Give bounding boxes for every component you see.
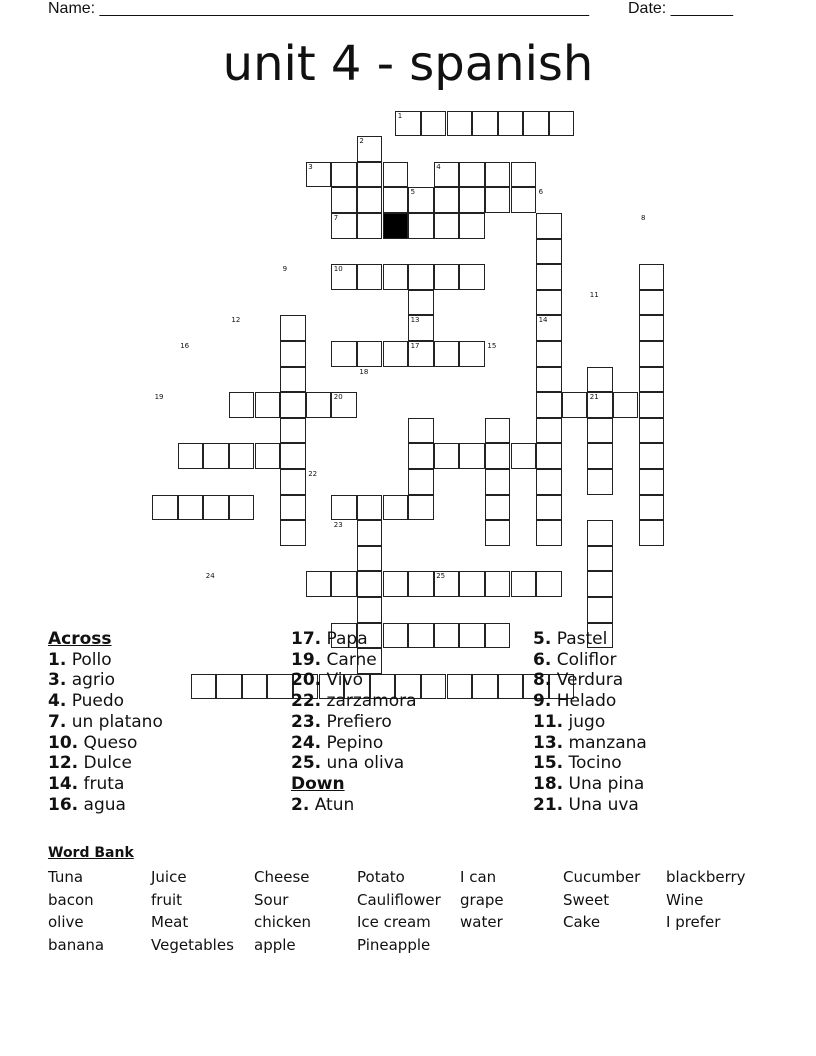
grid-cell[interactable] bbox=[639, 418, 665, 444]
clue-number-label: 4. bbox=[48, 691, 67, 712]
clue-number-label: 8. bbox=[533, 670, 552, 691]
clue-text: Queso bbox=[78, 732, 138, 753]
grid-cell[interactable] bbox=[639, 392, 665, 418]
clue-text: una oliva bbox=[321, 753, 405, 774]
clue-text: Verdura bbox=[551, 670, 624, 691]
clue-number: 21 bbox=[589, 393, 599, 402]
grid-cell[interactable] bbox=[523, 111, 549, 137]
clues-column-1 bbox=[48, 629, 163, 815]
clue-number-label: 21. bbox=[533, 794, 564, 815]
grid-cell[interactable] bbox=[434, 443, 460, 469]
clue-item bbox=[291, 691, 417, 712]
word-bank-title: Word Bank bbox=[48, 845, 134, 861]
grid-cell[interactable] bbox=[587, 571, 613, 597]
clue-number: 8 bbox=[641, 214, 646, 222]
grid-cell[interactable] bbox=[447, 111, 473, 137]
clue-text: Coliflor bbox=[551, 649, 617, 670]
word-bank-item: I prefer bbox=[666, 913, 721, 931]
grid-cell[interactable] bbox=[357, 162, 383, 188]
clue-number-label: 17. bbox=[291, 629, 322, 649]
clue-number-label: 12. bbox=[48, 753, 79, 774]
grid-cell[interactable] bbox=[472, 111, 498, 137]
clue-number-label: 24. bbox=[291, 732, 322, 753]
clue-text: Puedo bbox=[66, 691, 125, 712]
date-field-label[interactable]: Date: _______ bbox=[628, 0, 733, 17]
grid-cell[interactable] bbox=[203, 495, 229, 521]
grid-cell[interactable] bbox=[383, 264, 409, 290]
grid-cell[interactable] bbox=[280, 367, 306, 393]
clue-number: 22 bbox=[308, 470, 318, 478]
clue-number-label: 5. bbox=[533, 629, 552, 649]
clue-text: agrio bbox=[66, 670, 116, 691]
clue-text: Helado bbox=[551, 691, 617, 712]
clue-number: 20 bbox=[333, 393, 343, 402]
grid-cell[interactable] bbox=[536, 520, 562, 546]
clue-text: Papa bbox=[321, 629, 368, 649]
grid-cell[interactable] bbox=[331, 341, 357, 367]
grid-cell[interactable] bbox=[357, 520, 383, 546]
grid-cell[interactable] bbox=[536, 213, 562, 239]
clue-number: 5 bbox=[410, 188, 416, 197]
clue-number: 6 bbox=[538, 188, 544, 197]
clue-item bbox=[533, 670, 647, 691]
grid-cell[interactable] bbox=[459, 162, 485, 188]
grid-cell[interactable] bbox=[357, 597, 383, 623]
grid-cell[interactable] bbox=[331, 187, 357, 213]
grid-cell[interactable] bbox=[459, 341, 485, 367]
clue-item bbox=[48, 733, 163, 754]
clue-number-label: 16. bbox=[48, 794, 79, 815]
clue-text: Atun bbox=[309, 794, 355, 815]
grid-cell[interactable] bbox=[639, 264, 665, 290]
grid-cell[interactable] bbox=[434, 341, 460, 367]
word-bank-item: Pineapple bbox=[357, 935, 431, 954]
word-bank-item: Potato bbox=[357, 868, 405, 886]
grid-cell[interactable] bbox=[357, 264, 383, 290]
grid-cell[interactable] bbox=[408, 418, 434, 444]
grid-cell[interactable] bbox=[511, 162, 537, 188]
grid-cell[interactable] bbox=[511, 571, 537, 597]
grid-cell[interactable] bbox=[511, 443, 537, 469]
clue-item bbox=[48, 774, 163, 795]
grid-cell[interactable] bbox=[536, 341, 562, 367]
grid-cell[interactable] bbox=[459, 187, 485, 213]
grid-cell[interactable] bbox=[447, 674, 473, 700]
word-bank-item: chicken bbox=[254, 913, 312, 931]
clue-number: 12 bbox=[231, 316, 241, 325]
clue-item bbox=[48, 670, 163, 691]
grid-cell[interactable] bbox=[536, 469, 562, 495]
grid-cell[interactable] bbox=[357, 187, 383, 213]
grid-cell[interactable] bbox=[639, 443, 665, 469]
grid-cell[interactable] bbox=[485, 418, 511, 444]
clue-item bbox=[48, 795, 163, 816]
grid-cell[interactable] bbox=[562, 392, 588, 418]
clue-number-label: 3. bbox=[48, 670, 67, 691]
clue-item bbox=[291, 629, 417, 650]
clue-item bbox=[48, 691, 163, 712]
grid-cell[interactable] bbox=[587, 469, 613, 495]
clue-item bbox=[48, 650, 163, 671]
grid-cell[interactable] bbox=[536, 443, 562, 469]
grid-cell[interactable] bbox=[434, 213, 460, 239]
clue-number-label: 15. bbox=[533, 753, 564, 774]
clue-item bbox=[533, 733, 647, 754]
clue-number-label: 18. bbox=[533, 773, 564, 794]
grid-cell[interactable] bbox=[639, 315, 665, 341]
clue-text: Una uva bbox=[563, 794, 639, 815]
grid-cell[interactable] bbox=[472, 674, 498, 700]
grid-cell[interactable] bbox=[408, 290, 434, 316]
word-bank-item: Vegetables bbox=[151, 935, 234, 954]
grid-cell[interactable] bbox=[242, 674, 268, 700]
clue-number: 9 bbox=[282, 265, 288, 274]
grid-cell[interactable] bbox=[485, 162, 511, 188]
grid-cell[interactable] bbox=[408, 571, 434, 597]
grid-cell[interactable] bbox=[280, 315, 306, 341]
grid-cell[interactable] bbox=[408, 264, 434, 290]
grid-cell[interactable] bbox=[306, 571, 332, 597]
grid-cell[interactable] bbox=[152, 495, 178, 521]
word-bank-item: apple bbox=[254, 935, 296, 954]
grid-cell[interactable] bbox=[434, 264, 460, 290]
clue-text: jugo bbox=[563, 711, 606, 732]
grid-cell[interactable] bbox=[255, 392, 281, 418]
clue-section-heading: Across bbox=[48, 629, 112, 649]
grid-cell[interactable] bbox=[485, 623, 511, 649]
grid-cell[interactable] bbox=[459, 623, 485, 649]
word-bank-item: olive bbox=[48, 913, 84, 931]
grid-cell[interactable] bbox=[178, 495, 204, 521]
grid-cell[interactable] bbox=[434, 623, 460, 649]
clue-item bbox=[291, 795, 417, 816]
grid-cell[interactable] bbox=[357, 495, 383, 521]
clue-number: 11 bbox=[589, 290, 599, 299]
grid-cell[interactable] bbox=[357, 213, 383, 239]
clue-number: 17 bbox=[410, 342, 420, 350]
clue-number: 13 bbox=[410, 316, 420, 325]
grid-cell[interactable] bbox=[280, 341, 306, 367]
blocked-cell bbox=[383, 213, 409, 239]
clue-item bbox=[291, 733, 417, 754]
clue-section-heading: Down bbox=[291, 773, 345, 794]
clue-number-label: 13. bbox=[533, 732, 564, 753]
grid-cell[interactable] bbox=[536, 239, 562, 265]
grid-cell[interactable] bbox=[536, 571, 562, 597]
grid-cell[interactable] bbox=[485, 469, 511, 495]
clue-text: Vivo bbox=[321, 670, 363, 691]
clue-text: Prefiero bbox=[321, 711, 392, 732]
clue-item bbox=[533, 712, 647, 733]
clue-number-label: 7. bbox=[48, 711, 67, 732]
clue-number: 15 bbox=[487, 342, 497, 350]
grid-cell[interactable] bbox=[485, 571, 511, 597]
grid-cell[interactable] bbox=[639, 367, 665, 393]
clue-number: 19 bbox=[154, 393, 164, 402]
word-bank-item: water bbox=[460, 913, 503, 931]
grid-cell[interactable] bbox=[280, 469, 306, 495]
grid-cell[interactable] bbox=[536, 264, 562, 290]
clue-number: 2 bbox=[359, 137, 364, 146]
grid-cell[interactable] bbox=[229, 443, 255, 469]
clue-text: Carne bbox=[321, 649, 377, 670]
name-field-label[interactable]: Name: _______________________________________________________ bbox=[48, 0, 589, 17]
clue-number: 16 bbox=[180, 342, 190, 350]
clue-number-label: 19. bbox=[291, 649, 322, 670]
word-bank-item: Cauliflower bbox=[357, 890, 441, 909]
grid-cell[interactable] bbox=[229, 495, 255, 521]
grid-cell[interactable] bbox=[331, 495, 357, 521]
grid-cell[interactable] bbox=[331, 571, 357, 597]
clue-number: 23 bbox=[333, 521, 343, 530]
grid-cell[interactable] bbox=[549, 111, 575, 137]
clue-text: Pollo bbox=[66, 649, 112, 670]
clue-text: agua bbox=[78, 794, 126, 815]
grid-cell[interactable] bbox=[434, 187, 460, 213]
grid-cell[interactable] bbox=[498, 111, 524, 137]
grid-cell[interactable] bbox=[357, 341, 383, 367]
grid-cell[interactable] bbox=[587, 443, 613, 469]
word-bank-item: Sour bbox=[254, 890, 289, 909]
word-bank-item: Cake bbox=[563, 913, 601, 931]
grid-cell[interactable] bbox=[587, 418, 613, 444]
word-bank-item: Cheese bbox=[254, 868, 310, 886]
clue-number-label: 6. bbox=[533, 649, 552, 670]
grid-cell[interactable] bbox=[267, 674, 293, 700]
grid-cell[interactable] bbox=[408, 213, 434, 239]
grid-cell[interactable] bbox=[280, 392, 306, 418]
grid-cell[interactable] bbox=[639, 290, 665, 316]
clue-number: 24 bbox=[205, 572, 215, 581]
clue-text: Una pina bbox=[563, 773, 645, 794]
grid-cell[interactable] bbox=[383, 187, 409, 213]
clue-item bbox=[533, 795, 647, 816]
clue-text: manzana bbox=[563, 732, 647, 753]
grid-cell[interactable] bbox=[639, 495, 665, 521]
clue-number: 7 bbox=[333, 214, 339, 222]
grid-cell[interactable] bbox=[178, 443, 204, 469]
word-bank-item: Tuna bbox=[48, 868, 84, 886]
grid-cell[interactable] bbox=[216, 674, 242, 700]
word-bank-item: bacon bbox=[48, 890, 94, 909]
clue-number-label: 9. bbox=[533, 691, 552, 712]
clue-number-label: 1. bbox=[48, 649, 67, 670]
grid-cell[interactable] bbox=[536, 290, 562, 316]
clue-text: Pepino bbox=[321, 732, 384, 753]
grid-cell[interactable] bbox=[459, 443, 485, 469]
clue-item bbox=[48, 712, 163, 733]
word-bank-item: I can bbox=[460, 868, 497, 886]
grid-cell[interactable] bbox=[280, 495, 306, 521]
clues-column-3 bbox=[533, 629, 647, 815]
grid-cell[interactable] bbox=[536, 392, 562, 418]
grid-cell[interactable] bbox=[536, 418, 562, 444]
word-bank-item: Ice cream bbox=[357, 913, 431, 931]
clue-item bbox=[291, 712, 417, 733]
clues-column-2 bbox=[291, 629, 417, 815]
grid-cell[interactable] bbox=[203, 443, 229, 469]
clue-number-label: 10. bbox=[48, 732, 79, 753]
clue-number: 1 bbox=[397, 111, 403, 120]
grid-cell[interactable] bbox=[587, 367, 613, 393]
clue-number: 14 bbox=[538, 316, 548, 325]
grid-cell[interactable] bbox=[639, 341, 665, 367]
word-bank-item: blackberry bbox=[666, 868, 746, 886]
grid-cell[interactable] bbox=[485, 495, 511, 521]
clue-item bbox=[291, 753, 417, 774]
clue-item bbox=[533, 691, 647, 712]
grid-cell[interactable] bbox=[587, 546, 613, 572]
clue-number-label: 2. bbox=[291, 794, 310, 815]
clue-number-label: 25. bbox=[291, 753, 322, 774]
clue-item bbox=[291, 650, 417, 671]
grid-cell[interactable] bbox=[613, 392, 639, 418]
grid-cell[interactable] bbox=[331, 162, 357, 188]
grid-cell[interactable] bbox=[498, 674, 524, 700]
word-bank-item: grape bbox=[460, 890, 504, 909]
grid-cell[interactable] bbox=[357, 546, 383, 572]
clue-number: 10 bbox=[333, 265, 343, 274]
clue-number: 3 bbox=[308, 162, 313, 171]
grid-cell[interactable] bbox=[306, 392, 332, 418]
grid-cell[interactable] bbox=[383, 162, 409, 188]
clue-item bbox=[533, 650, 647, 671]
grid-cell[interactable] bbox=[383, 571, 409, 597]
grid-cell[interactable] bbox=[255, 443, 281, 469]
clue-text: Tocino bbox=[563, 753, 622, 774]
word-bank-item: banana bbox=[48, 935, 105, 954]
grid-cell[interactable] bbox=[357, 571, 383, 597]
clue-item bbox=[48, 753, 163, 774]
clue-number-label: 20. bbox=[291, 670, 322, 691]
clue-text: Pastel bbox=[551, 629, 608, 649]
word-bank-item: Meat bbox=[151, 913, 189, 931]
clue-text: Dulce bbox=[78, 753, 132, 774]
word-bank-item: Juice bbox=[151, 868, 187, 886]
grid-cell[interactable] bbox=[408, 495, 434, 521]
grid-cell[interactable] bbox=[421, 111, 447, 137]
clue-item bbox=[533, 774, 647, 795]
grid-cell[interactable] bbox=[459, 571, 485, 597]
grid-cell[interactable] bbox=[191, 674, 217, 700]
grid-cell[interactable] bbox=[421, 674, 447, 700]
clue-text: zarzamora bbox=[321, 691, 417, 712]
clue-item bbox=[533, 753, 647, 774]
clue-number: 18 bbox=[359, 367, 369, 376]
grid-cell[interactable] bbox=[383, 495, 409, 521]
grid-cell[interactable] bbox=[280, 520, 306, 546]
grid-cell[interactable] bbox=[536, 367, 562, 393]
grid-cell[interactable] bbox=[280, 443, 306, 469]
clue-number: 25 bbox=[436, 572, 446, 581]
grid-cell[interactable] bbox=[587, 597, 613, 623]
clue-item bbox=[291, 670, 417, 691]
grid-cell[interactable] bbox=[587, 520, 613, 546]
word-bank-item: Sweet bbox=[563, 890, 610, 909]
grid-cell[interactable] bbox=[536, 495, 562, 521]
clue-number-label: 23. bbox=[291, 711, 322, 732]
clue-text: fruta bbox=[78, 773, 125, 794]
grid-cell[interactable] bbox=[485, 520, 511, 546]
grid-cell[interactable] bbox=[459, 213, 485, 239]
word-bank-item: fruit bbox=[151, 890, 183, 909]
word-bank-item: Cucumber bbox=[563, 868, 641, 886]
grid-cell[interactable] bbox=[639, 469, 665, 495]
word-bank-item: Wine bbox=[666, 890, 704, 909]
grid-cell[interactable] bbox=[511, 187, 537, 213]
grid-cell[interactable] bbox=[459, 264, 485, 290]
grid-cell[interactable] bbox=[229, 392, 255, 418]
grid-cell[interactable] bbox=[485, 187, 511, 213]
page-title: unit 4 - spanish bbox=[222, 36, 594, 92]
clue-item bbox=[533, 629, 647, 650]
grid-cell[interactable] bbox=[639, 520, 665, 546]
clue-number: 4 bbox=[436, 162, 441, 171]
clue-text: un platano bbox=[66, 711, 163, 732]
grid-cell[interactable] bbox=[408, 469, 434, 495]
grid-cell[interactable] bbox=[383, 341, 409, 367]
clue-number-label: 11. bbox=[533, 711, 564, 732]
clue-number-label: 22. bbox=[291, 691, 322, 712]
grid-cell[interactable] bbox=[485, 443, 511, 469]
grid-cell[interactable] bbox=[280, 418, 306, 444]
clue-number-label: 14. bbox=[48, 773, 79, 794]
grid-cell[interactable] bbox=[408, 443, 434, 469]
